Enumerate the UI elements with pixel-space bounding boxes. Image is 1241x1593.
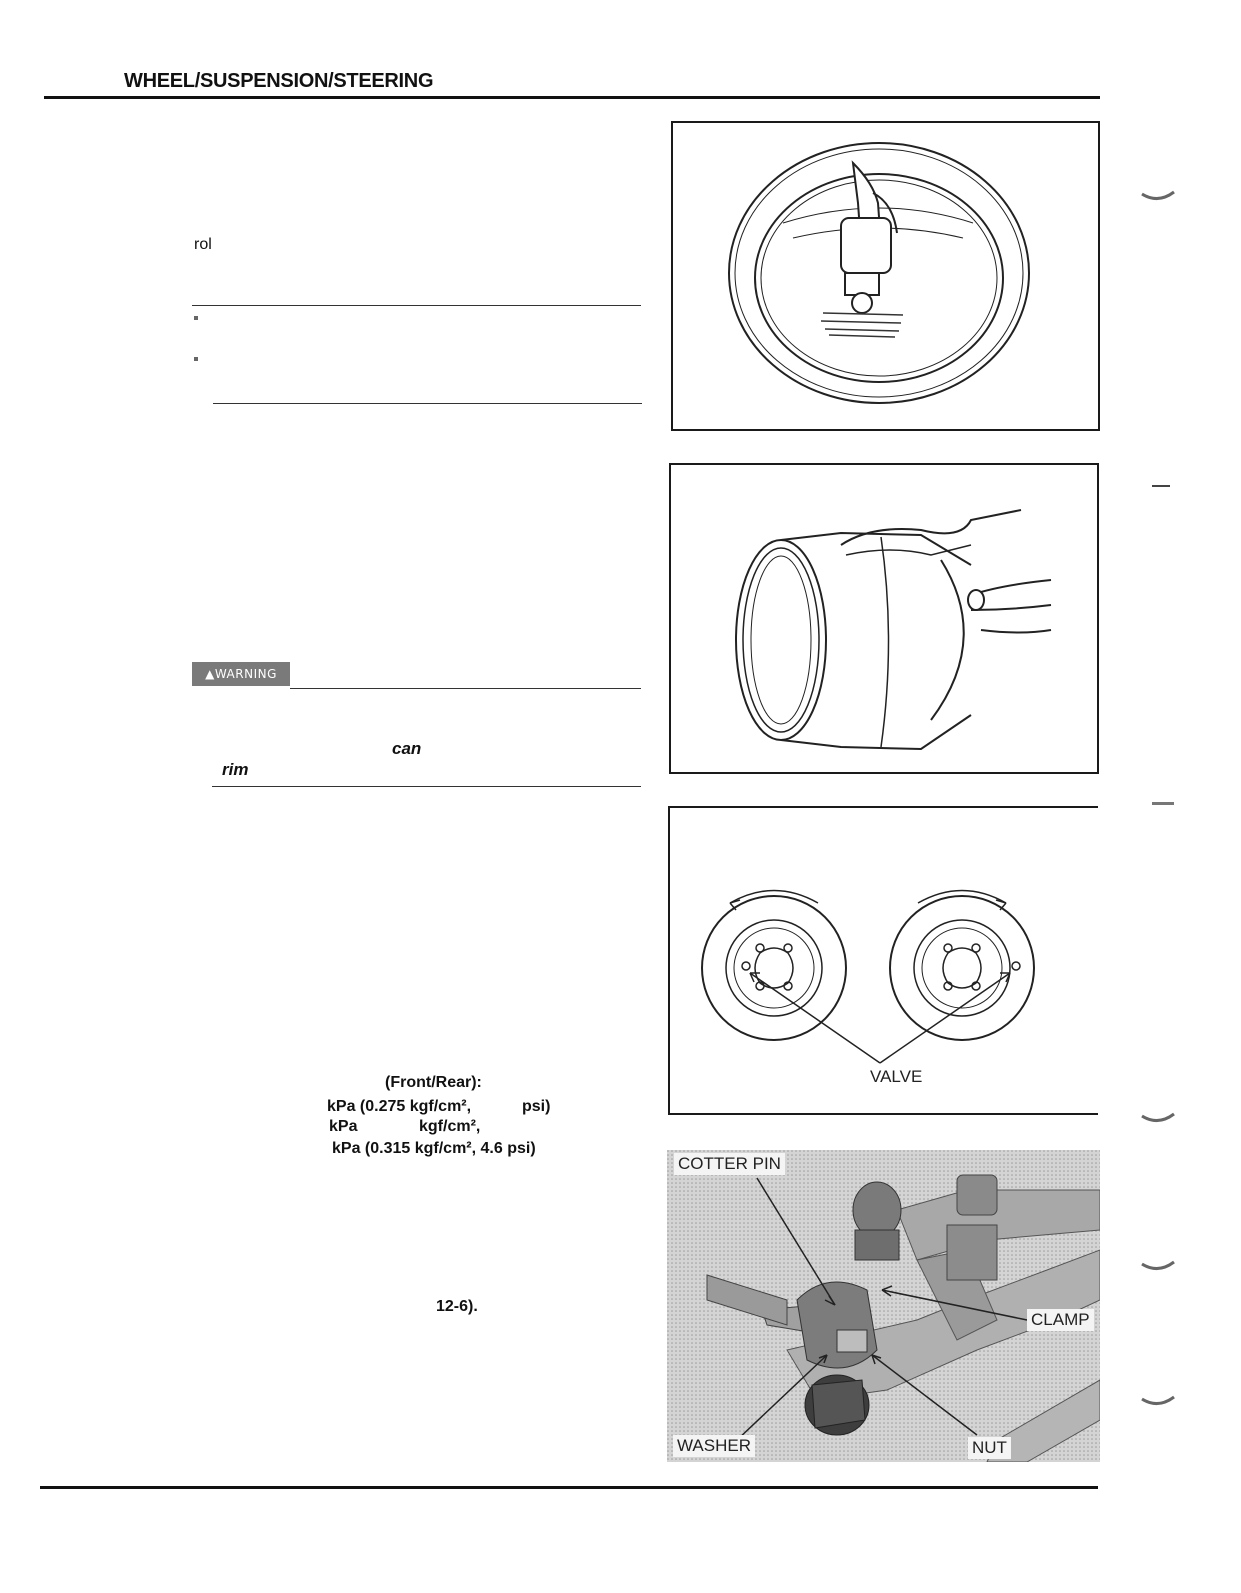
note-top-rule [192,305,641,306]
warning-badge [192,662,290,686]
pressure-line2-kpa: kPa [329,1118,358,1135]
edge-tab-mark-4 [1140,1112,1176,1124]
edge-tab-mark-1 [1140,190,1176,202]
photo-steering-knuckle [667,1150,1100,1462]
text-fragment-rol: rol [194,236,212,253]
pressure-line1-psi: psi) [522,1098,551,1115]
warning-badge-label: WARNING [214,667,277,681]
page-reference: 12-6). [436,1298,478,1315]
page-header-title: WHEEL/SUSPENSION/STEERING [124,70,434,92]
warning-top-rule [290,688,641,689]
label-nut: NUT [968,1437,1011,1459]
figure-rim-inspection [669,463,1099,774]
label-clamp: CLAMP [1027,1309,1094,1331]
rim-hands-illustration [671,465,1097,772]
note-bottom-rule [213,403,642,404]
figure-tire-pressure-check [671,121,1100,431]
note-bullet-2 [194,357,198,361]
warning-text-can: can [392,739,422,758]
pressure-line1-unit: kPa (0.275 kgf/cm², [327,1098,472,1115]
warning-triangle-icon: ▲ [205,667,215,681]
edge-tab-mark-6 [1140,1395,1176,1407]
note-bullet-1 [194,316,198,320]
pressure-line3: kPa (0.315 kgf/cm², 4.6 psi) [332,1140,536,1157]
edge-tab-mark-5 [1140,1260,1176,1272]
pressure-line2-kgf: kgf/cm², [419,1118,481,1135]
warning-bottom-rule [212,786,641,787]
footer-rule [40,1486,1098,1489]
tire-gauge-illustration [673,123,1098,429]
label-washer: WASHER [673,1435,755,1457]
label-cotter-pin: COTTER PIN [674,1153,785,1175]
header-rule [44,96,1100,99]
knuckle-photo-illustration [667,1150,1100,1462]
valve-label: VALVE [870,1067,923,1086]
edge-tab-mark-2 [1152,485,1170,487]
warning-text-rim: rim [222,760,249,779]
pressure-heading: (Front/Rear): [385,1074,482,1091]
edge-tab-mark-3 [1152,802,1174,805]
